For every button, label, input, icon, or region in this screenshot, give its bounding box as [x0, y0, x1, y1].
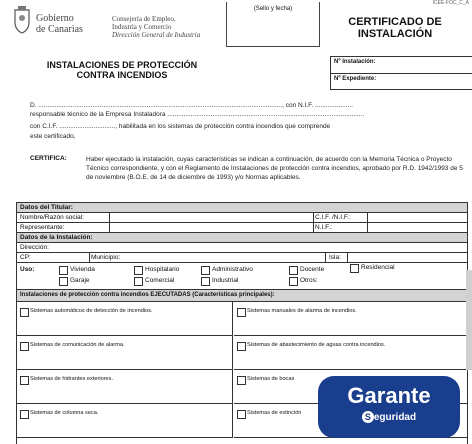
intro-line-4: este certificado,	[30, 133, 76, 140]
uso-comercial-label: Comercial	[145, 277, 175, 284]
system-item[interactable]: Sistemas automáticos de detección de incendios.	[17, 302, 233, 336]
scan-edge	[466, 270, 472, 370]
system-checkbox[interactable]	[20, 410, 29, 419]
nombre-label: Nombre/Razón social:	[20, 214, 84, 221]
system-checkbox[interactable]	[237, 376, 246, 385]
isla-label: Isla:	[329, 254, 341, 261]
watermark-tagline: S eguridad	[318, 411, 460, 424]
coat-of-arms-logo	[12, 6, 32, 34]
nombre-row[interactable]	[17, 213, 467, 223]
reference-box	[330, 56, 472, 90]
stamp-label: (Sello y fecha)	[253, 6, 293, 12]
uso-label: Uso:	[20, 266, 35, 273]
cp-row[interactable]	[17, 253, 467, 263]
system-checkbox[interactable]	[20, 342, 29, 351]
system-item[interactable]: Sistemas manuales de alarma de incendios.	[234, 302, 467, 336]
uso-garaje-label: Garaje	[70, 277, 90, 284]
system-checkbox[interactable]	[237, 342, 246, 351]
system-item[interactable]: Sistemas de abastecimiento de aguas contra incendios.	[234, 336, 467, 370]
watermark-brand: Garante	[347, 383, 431, 408]
uso-administrativo-checkbox[interactable]	[201, 266, 210, 275]
uso-industrial-label: Industrial	[212, 277, 239, 284]
uso-residencial-label: Residencial	[361, 264, 395, 271]
uso-docente-label: Docente	[300, 266, 325, 273]
document-code: ICEE-FOC_C_A	[432, 0, 469, 6]
uso-otros-checkbox[interactable]	[289, 277, 298, 286]
uso-comercial-checkbox[interactable]	[134, 277, 143, 286]
uso-hospitalario-checkbox[interactable]	[134, 266, 143, 275]
uso-residencial-checkbox[interactable]	[350, 264, 359, 273]
uso-otros-label: Otros:	[300, 277, 318, 284]
municipio-label: Municipio:	[91, 254, 121, 261]
garante-seguridad-watermark	[318, 376, 460, 438]
intro-line-3: con C.I.F. ..............................., habilitada en los sistemas de protección contra incendios que comprende	[30, 123, 331, 130]
certifica-label: CERTIFICA:	[30, 155, 67, 162]
stamp-box	[226, 2, 320, 47]
uso-hospitalario-label: Hospitalario	[145, 266, 180, 273]
uso-vivienda-label: Vivienda	[70, 266, 95, 273]
system-item[interactable]: Sistemas de columna seca.	[17, 404, 233, 438]
system-item[interactable]: Sistemas de bocas	[234, 370, 467, 404]
system-item[interactable]: Sistemas de hidrantes exteriores.	[17, 370, 233, 404]
representante-row[interactable]	[17, 223, 467, 233]
direccion-label: Dirección:	[20, 244, 49, 251]
titular-header: Datos del Titular:	[17, 203, 467, 213]
system-item[interactable]: Sistemas de extinción	[234, 404, 467, 438]
system-checkbox[interactable]	[237, 308, 246, 317]
cif-nif-label: C.I.F. /N.I.F.:	[315, 214, 351, 221]
num-expediente-field[interactable]: Nº Expediente:	[331, 73, 472, 89]
intro-line-1: D. ......................................................................................................................................., con N.I.F. .....................	[30, 102, 353, 109]
gobierno-canarias-name: Gobierno de Canarias	[36, 13, 83, 35]
cp-label: CP:	[20, 254, 31, 261]
installation-title: INSTALACIONES DE PROTECCIÓN CONTRA INCENDIOS	[46, 60, 198, 80]
consejeria-name: Consejería de Empleo, Industria y Comercio Dirección General de Industria	[112, 15, 201, 39]
system-checkbox[interactable]	[20, 308, 29, 317]
instalacion-header: Datos de la Instalación:	[17, 233, 467, 243]
uso-vivienda-checkbox[interactable]	[59, 266, 68, 275]
system-checkbox[interactable]	[20, 376, 29, 385]
nif-label: N.I.F.:	[315, 224, 332, 231]
num-instalacion-field[interactable]: Nº Instalación:	[334, 59, 376, 65]
ejecutadas-header: Instalaciones de protección contra incendios EJECUTADAS (Características principales):	[17, 290, 467, 302]
system-item[interactable]: Sistemas de comunicación de alarma.	[17, 336, 233, 370]
uso-row	[17, 263, 467, 290]
certifica-text: Haber ejecutado la instalación, cuyas características se indican a continuación, de acuerdo con la Memoria Técnica o Proyecto Técnico correspondiente, y con el Reglamento de Instalaciones de protección contra incendios, aprobado por R.D. 1942/1993 de 5 de noviembre (B.O.E. de 14 de diciembre de 1993) y/o Normas aplicables.	[86, 156, 463, 181]
uso-garaje-checkbox[interactable]	[59, 277, 68, 286]
uso-industrial-checkbox[interactable]	[201, 277, 210, 286]
certificate-title: CERTIFICADO DE INSTALACIÓN	[348, 16, 442, 40]
direccion-row[interactable]	[17, 243, 467, 253]
uso-administrativo-label: Administrativo	[212, 266, 253, 273]
intro-line-2: responsable técnico de la Empresa Instaladora .............................................................................................................	[30, 111, 365, 118]
representante-label: Representante:	[20, 224, 65, 231]
system-checkbox[interactable]	[237, 410, 246, 419]
uso-docente-checkbox[interactable]	[289, 266, 298, 275]
